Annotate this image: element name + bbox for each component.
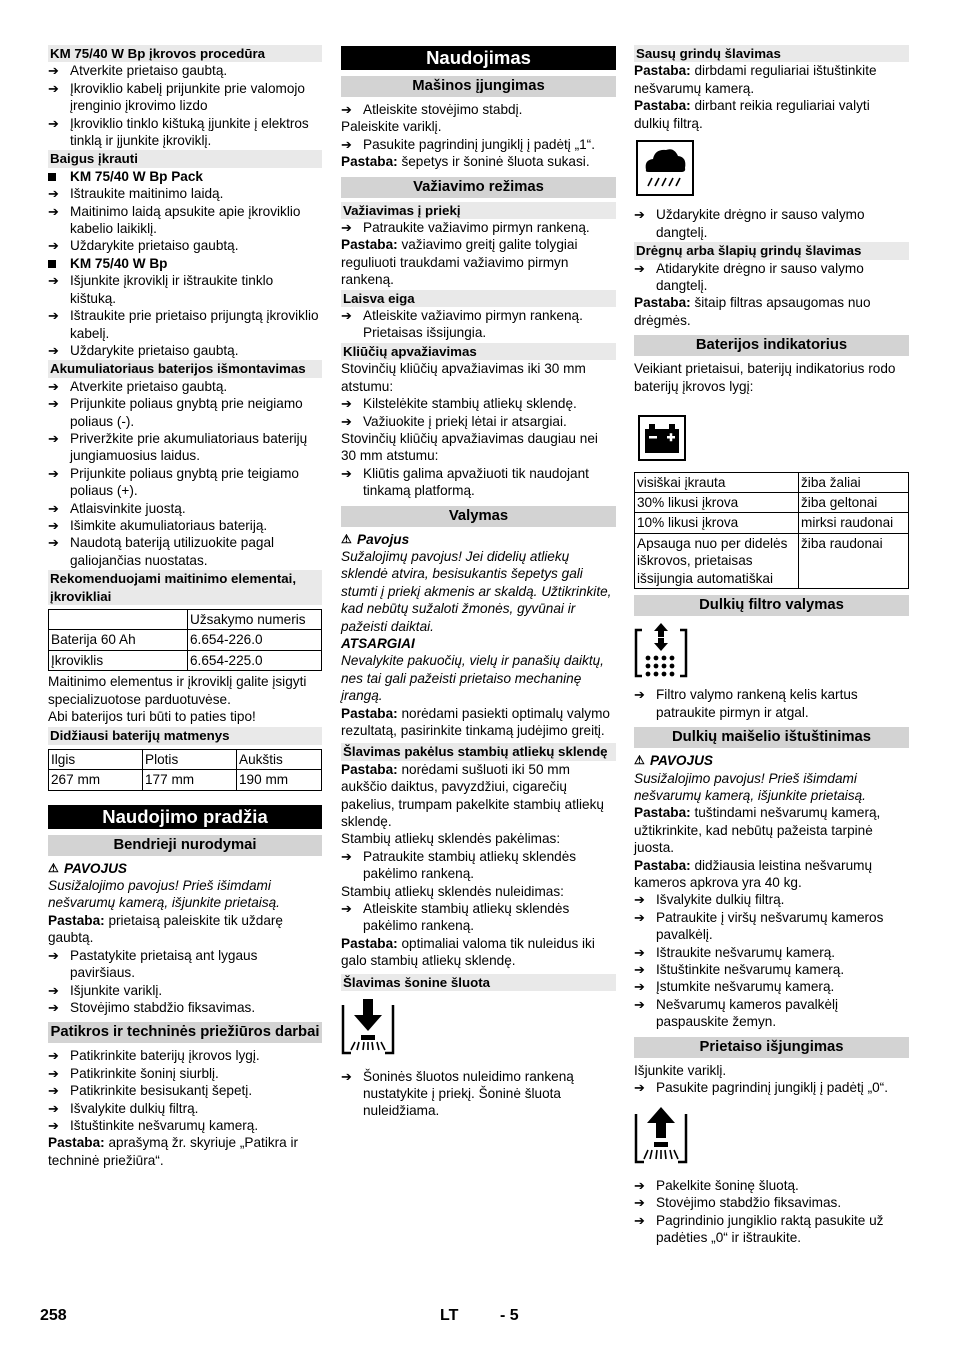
caution-label: ATSARGIAI <box>341 635 415 651</box>
list-item: ➔ Patraukite stambių atliekų sklendės pakėlimo rankeną. <box>341 848 577 882</box>
section-heading: Bendrieji nurodymai <box>48 835 322 856</box>
list <box>48 272 322 359</box>
arrow-icon: ➔ <box>634 207 645 223</box>
chapter-heading: Naudojimas <box>341 46 616 70</box>
list <box>48 378 322 569</box>
arrow-icon: ➔ <box>48 238 59 254</box>
arrow-icon: ➔ <box>48 1117 59 1133</box>
list <box>48 1047 322 1134</box>
paragraph: Veikiant prietaisui, baterijų indikatorius rodo baterijų įkrovos lygį: <box>634 361 896 394</box>
section-heading: KM 75/40 W Bp įkrovos procedūra <box>48 45 322 62</box>
section-heading: Kliūčių apvažiavimas <box>341 343 616 360</box>
table-row <box>635 492 909 512</box>
list <box>341 1068 616 1120</box>
table-cell: Apsauga nuo per didelės iškrovos, prietaisas išsijungia automatiškai <box>635 533 799 588</box>
arrow-icon: ➔ <box>341 396 352 412</box>
arrow-icon: ➔ <box>634 979 645 995</box>
arrow-icon: ➔ <box>634 1212 645 1228</box>
arrow-icon: ➔ <box>634 1177 645 1193</box>
note: Pastaba: didžiausia leistina nešvarumų kameros apkrova yra 40 kg. <box>634 857 873 890</box>
warning-icon: ⚠ <box>634 753 645 768</box>
list-item: ➔ Atleiskite stambių atliekų sklendės pakėlimo rankeną. <box>341 901 570 934</box>
arrow-icon: ➔ <box>634 909 645 925</box>
paragraph: Stambių atliekų sklendės nuleidimas: <box>341 883 564 899</box>
list-item: ➔ Ištuštinkite nešvarumų kamerą. <box>634 962 845 978</box>
arrow-icon: ➔ <box>634 962 645 978</box>
side-broom-down-icon <box>341 997 616 1061</box>
list-item: ➔ Ištraukite nešvarumų kamerą. <box>634 944 836 960</box>
section-heading: Didžiausi baterijų matmenys <box>48 727 322 744</box>
list-item: ➔ Išimkite akumuliatoriaus bateriją. <box>48 517 268 533</box>
list-item: ➔ Patikrinkite baterijų įkrovos lygį. <box>48 1048 260 1064</box>
list-item: ➔ Įstumkite nešvarumų kamerą. <box>634 979 835 995</box>
section-heading: Važiavimo režimas <box>341 177 616 198</box>
table-cell: Įkroviklis <box>49 650 188 670</box>
list-item: ➔ Važiuokite į priekį lėtai ir atsargiai. <box>341 413 567 429</box>
table-row <box>49 650 322 670</box>
battery-icon <box>638 415 909 465</box>
list <box>48 62 322 149</box>
note: Pastaba: dirbant reikia reguliariai valyti dulkių filtrą. <box>634 98 870 131</box>
list-item: ➔ Šoninės šluotos nuleidimo rankeną nustatykite į priekį. Šoninė šluota nuleidžiama. <box>341 1068 574 1119</box>
paragraph: Paleiskite variklį. <box>341 119 442 135</box>
paragraph: Stambių atliekų sklendės pakėlimas: <box>341 831 561 847</box>
list-item: ➔ Įkroviklio kabelį prijunkite prie valomojo įrenginio įkrovimo lizdo <box>48 80 305 114</box>
column-1 <box>48 44 322 1169</box>
arrow-icon: ➔ <box>48 308 59 324</box>
side-broom-up-icon <box>634 1106 909 1170</box>
list-item: ➔ Atidarykite drėgno ir sauso valymo dangtelį. <box>634 260 864 294</box>
section-heading: Patikros ir techninės priežiūros darbai <box>48 1022 322 1043</box>
list-item: ➔ Pastatykite prietaisą ant lygaus paviršiaus. <box>48 947 258 981</box>
language-code: LT <box>440 1307 459 1324</box>
arrow-icon: ➔ <box>634 1080 645 1096</box>
table-row <box>49 630 322 650</box>
list <box>48 947 322 1017</box>
section-heading: Dulkių filtro valymas <box>634 595 909 616</box>
section-heading: Mašinos įjungimas <box>341 76 616 97</box>
section-heading: Sausų grindų šlavimas <box>634 45 909 62</box>
dimensions-table <box>48 749 322 791</box>
arrow-icon: ➔ <box>48 465 59 481</box>
arrow-icon: ➔ <box>48 999 59 1015</box>
list-item: ➔ Prijunkite poliaus gnybtą prie teigiamo poliaus (+). <box>48 465 299 499</box>
list-item: ➔ Uždarykite drėgno ir sauso valymo dangtelį. <box>634 207 865 240</box>
section-heading: Dulkių maišelio ištuštinimas <box>634 727 909 748</box>
list-item: ➔ Atleiskite stovėjimo stabdį. <box>341 102 523 117</box>
paragraph: Sužalojimų pavojus! Jei didelių atliekų sklendė atvira, besisukantis šepetys gali stumti į priekį akmenis ar skaldą. Užtikrinkite, kad nebūtų sužaloti žmonės, gyvūnai ir pažeisti daiktai. <box>341 548 612 634</box>
table-row <box>49 749 322 769</box>
table-cell: mirksi raudonai <box>799 513 909 533</box>
note: Pastaba: šitaip filtras apsaugomas nuo drėgmės. <box>634 295 871 328</box>
rain-cloud-icon <box>636 140 909 200</box>
arrow-icon: ➔ <box>634 1195 645 1211</box>
arrow-icon: ➔ <box>48 186 59 202</box>
paragraph: Nevalykite pakuočių, vielų ir panašių daiktų, nes tai gali pažeisti prietaiso mechaninę įrangą. <box>341 653 604 704</box>
list-item: ➔ Priveržkite prie akumuliatoriaus baterijų jungiamuosius laidus. <box>48 430 308 464</box>
warning: ⚠ Pavojus <box>341 531 410 547</box>
list-item: ➔ Filtro valymo rankeną kelis kartus patraukite pirmyn ir atgal. <box>634 687 858 720</box>
arrow-icon: ➔ <box>48 63 59 79</box>
note: Pastaba: važiavimo greitį galite tolygiai reguliuoti traukdami važiavimo pirmyn rankeną. <box>341 237 578 288</box>
table-cell: 6.654-226.0 <box>188 630 322 650</box>
list-item: ➔ Išvalykite dulkių filtrą. <box>48 1100 199 1116</box>
arrow-icon: ➔ <box>341 220 352 236</box>
paragraph: Susižalojimo pavojus! Prieš išimdami nešvarumų kamerą, išjunkite prietaisą. <box>634 770 866 803</box>
table-cell: žiba žaliai <box>799 472 909 492</box>
arrow-icon: ➔ <box>48 1100 59 1116</box>
list-item: ➔ Patikrinkite šoninį siurblį. <box>48 1065 219 1081</box>
arrow-icon: ➔ <box>48 1083 59 1099</box>
arrow-icon: ➔ <box>48 1065 59 1081</box>
list-item: ➔ Uždarykite prietaiso gaubtą. <box>48 342 239 358</box>
table-cell: 190 mm <box>237 770 322 790</box>
list-item: ➔ Ištraukite maitinimo laidą. <box>48 186 224 202</box>
list-item: ➔ Stovėjimo stabdžio fiksavimas. <box>48 999 256 1015</box>
arrow-icon: ➔ <box>48 1048 59 1064</box>
warning-icon: ⚠ <box>341 531 352 546</box>
arrow-icon: ➔ <box>48 203 59 219</box>
list-item: ➔ Išvalykite dulkių filtrą. <box>634 892 785 908</box>
arrow-icon: ➔ <box>48 80 59 96</box>
table-row <box>635 513 909 533</box>
table-cell: 30% likusi įkrova <box>635 492 799 512</box>
section-heading: Šlavimas pakėlus stambių atliekų sklendę <box>341 743 616 760</box>
section-heading: Valymas <box>341 506 616 527</box>
arrow-icon: ➔ <box>341 136 352 152</box>
section-heading: Baterijos indikatorius <box>634 335 909 356</box>
list-item: ➔ Ištraukite prie prietaiso prijungtą įkroviklio kabelį. <box>48 308 319 341</box>
table-cell: visiškai įkrauta <box>635 472 799 492</box>
list <box>341 219 616 236</box>
list-item: ➔ Atleiskite važiavimo pirmyn rankeną. Prietaisas išsijungia. <box>341 308 583 341</box>
arrow-icon: ➔ <box>48 396 59 412</box>
table-cell: žiba geltonai <box>799 492 909 512</box>
list-item: ➔ Kliūtis galima apvažiuoti tik naudojant tinkamą platformą. <box>341 465 589 499</box>
arrow-icon: ➔ <box>341 413 352 429</box>
note: Pastaba: tuštindami nešvarumų kamerą, užtikrinkite, kad nebūtų pažeista tarpinė juosta. <box>634 805 881 856</box>
table-cell: Aukštis <box>237 749 322 769</box>
list-item: ➔ Kilstelėkite stambių atliekų sklendę. <box>341 396 577 412</box>
arrow-icon: ➔ <box>341 102 352 117</box>
column-2 <box>341 44 616 1120</box>
warning: ⚠ PAVOJUS <box>48 860 127 876</box>
column-3 <box>634 44 909 1247</box>
table-cell: Ilgis <box>49 749 143 769</box>
note: Pastaba: aprašymą žr. skyriuje „Patikra ir techninė priežiūra“. <box>48 1135 299 1168</box>
table-cell: žiba raudonai <box>799 533 909 588</box>
section-heading: Laisva eiga <box>341 290 616 307</box>
list <box>634 1177 909 1247</box>
paragraph: Maitinimo elementus ir įkroviklį galite įsigyti specializuotose parduotuvėse. <box>48 674 307 707</box>
table-cell <box>49 610 188 630</box>
sub-page: - 5 <box>500 1307 519 1324</box>
note: Pastaba: norėdami sušluoti iki 50 mm aukščio daiktus, pavyzdžiui, cigarečių pakelius, trumpam pakelkite stambių atliekų sklendę. <box>341 761 604 830</box>
list <box>48 185 322 255</box>
filter-cleaning-icon <box>634 622 909 682</box>
table-cell: 6.654-225.0 <box>188 650 322 670</box>
arrow-icon: ➔ <box>48 535 59 551</box>
paragraph: Išjunkite variklį. <box>634 1062 727 1078</box>
paragraph: Stovinčių kliūčių apvažiavimas daugiau nei 30 mm atstumu: <box>341 430 598 464</box>
list-item: ➔ Pasukite pagrindinį jungiklį į padėtį „0“. <box>634 1080 888 1096</box>
arrow-icon: ➔ <box>634 944 645 960</box>
list-item: ➔ Atverkite prietaiso gaubtą. <box>48 378 228 394</box>
arrow-icon: ➔ <box>341 1068 352 1084</box>
arrow-icon: ➔ <box>48 517 59 533</box>
battery-indicator-table <box>634 472 909 589</box>
table-cell: Plotis <box>143 749 237 769</box>
note: Pastaba: norėdami pasiekti optimalų valymo rezultatą, pasirinkite tinkamą judėjimo greitį. <box>341 705 610 738</box>
list-item: ➔ Ištuštinkite nešvarumų kamerą. <box>48 1117 259 1133</box>
list-item: ➔ Patraukite važiavimo pirmyn rankeną. <box>341 220 590 236</box>
list-item: ➔ Atlaisvinkite juostą. <box>48 500 186 516</box>
list-item: ➔ Prijunkite poliaus gnybtą prie neigiamo poliaus (-). <box>48 396 303 429</box>
battery-table <box>48 609 322 671</box>
arrow-icon: ➔ <box>634 892 645 908</box>
arrow-icon: ➔ <box>48 947 59 963</box>
list <box>341 900 616 935</box>
note: Pastaba: dirbdami reguliariai ištuštinkite nešvarumų kamerą. <box>634 63 877 96</box>
arrow-icon: ➔ <box>341 901 352 917</box>
list-item: ➔ Pakelkite šoninę šluotą. <box>634 1177 799 1193</box>
bullet-heading: KM 75/40 W Bp Pack <box>48 168 322 185</box>
list-item: ➔ Naudotą bateriją utilizuokite pagal galiojančias nuostatas. <box>48 535 275 568</box>
warning-icon: ⚠ <box>48 860 59 875</box>
list-item: ➔ Patraukite į viršų nešvarumų kameros pavalkėlį. <box>634 909 884 943</box>
note: Pastaba: optimaliai valoma tik nuleidus iki galo stambių atliekų sklendę. <box>341 935 595 969</box>
list-item: ➔ Išjunkite įkroviklį ir ištraukite tinklo kištuką. <box>48 273 274 306</box>
list-item: ➔ Patikrinkite besisukantį šepetį. <box>48 1083 253 1099</box>
arrow-icon: ➔ <box>48 115 59 131</box>
arrow-icon: ➔ <box>48 378 59 394</box>
chapter-heading: Naudojimo pradžia <box>48 805 322 829</box>
table-cell: Baterija 60 Ah <box>49 630 188 650</box>
list-item: ➔ Pagrindinio jungiklio raktą pasukite už padėties „0“ ir ištraukite. <box>634 1212 884 1246</box>
list-item: ➔ Įkroviklio tinklo kištuką įjunkite į elektros tinklą ir įjunkite įkroviklį. <box>48 115 309 149</box>
section-heading: Drėgnų arba šlapių grindų šlavimas <box>634 242 909 259</box>
bullet-heading: KM 75/40 W Bp <box>48 255 322 272</box>
list-item: ➔ Išjunkite variklį. <box>48 982 163 998</box>
square-bullet-icon <box>48 260 56 268</box>
section-heading: Prietaiso išjungimas <box>634 1037 909 1058</box>
list <box>634 260 909 295</box>
arrow-icon: ➔ <box>634 687 645 703</box>
list-item: ➔ Uždarykite prietaiso gaubtą. <box>48 238 239 254</box>
table-row <box>49 610 322 630</box>
table-cell: 177 mm <box>143 770 237 790</box>
list <box>341 395 616 430</box>
arrow-icon: ➔ <box>341 308 352 324</box>
paragraph: Abi baterijos turi būti to paties tipo! <box>48 709 256 725</box>
arrow-icon: ➔ <box>48 342 59 358</box>
arrow-icon: ➔ <box>341 848 352 864</box>
arrow-icon: ➔ <box>48 500 59 516</box>
arrow-icon: ➔ <box>634 996 645 1012</box>
table-row <box>49 770 322 790</box>
arrow-icon: ➔ <box>634 260 645 276</box>
list <box>634 206 909 241</box>
table-cell: Užsakymo numeris <box>188 610 322 630</box>
section-heading: Šlavimas šonine šluota <box>341 974 616 991</box>
paragraph: Susižalojimo pavojus! Prieš išimdami nešvarumų kamerą, išjunkite prietaisą. <box>48 878 280 911</box>
list-item: ➔ Maitinimo laidą apsukite apie įkroviklio kabelio laikiklį. <box>48 203 301 237</box>
list-item: ➔ Stovėjimo stabdžio fiksavimas. <box>634 1195 842 1211</box>
arrow-icon: ➔ <box>341 465 352 481</box>
note: Pastaba: prietaisą paleiskite tik uždarę gaubtą. <box>48 912 283 946</box>
list <box>341 848 616 883</box>
list <box>341 465 616 500</box>
list-item: ➔ Atverkite prietaiso gaubtą. <box>48 63 228 79</box>
section-heading: Rekomenduojami maitinimo elementai, įkrovikliai <box>48 570 322 605</box>
table-cell: 267 mm <box>49 770 143 790</box>
arrow-icon: ➔ <box>48 982 59 998</box>
list <box>341 307 616 342</box>
square-bullet-icon <box>48 173 56 181</box>
arrow-icon: ➔ <box>48 273 59 289</box>
list-item: ➔ Pasukite pagrindinį jungiklį į padėtį „1“. <box>341 136 595 152</box>
note: Pastaba: šepetys ir šoninė šluota sukasi. <box>341 154 590 170</box>
arrow-icon: ➔ <box>48 430 59 446</box>
list-item: ➔ Nešvarumų kameros pavalkėlį paspauskite žemyn. <box>634 996 839 1030</box>
paragraph: Stovinčių kliūčių apvažiavimas iki 30 mm atstumu: <box>341 361 586 394</box>
page-number: 258 <box>40 1307 67 1324</box>
section-heading: Važiavimas į priekį <box>341 202 616 219</box>
list <box>634 891 909 1030</box>
warning: ⚠ PAVOJUS <box>634 753 713 769</box>
section-heading: Baigus įkrauti <box>48 150 322 167</box>
list <box>634 1079 909 1096</box>
list <box>341 136 616 153</box>
list <box>634 686 909 721</box>
list <box>341 101 616 118</box>
table-row <box>635 533 909 588</box>
table-cell: 10% likusi įkrova <box>635 513 799 533</box>
section-heading: Akumuliatoriaus baterijos išmontavimas <box>48 360 322 377</box>
table-row <box>635 472 909 492</box>
